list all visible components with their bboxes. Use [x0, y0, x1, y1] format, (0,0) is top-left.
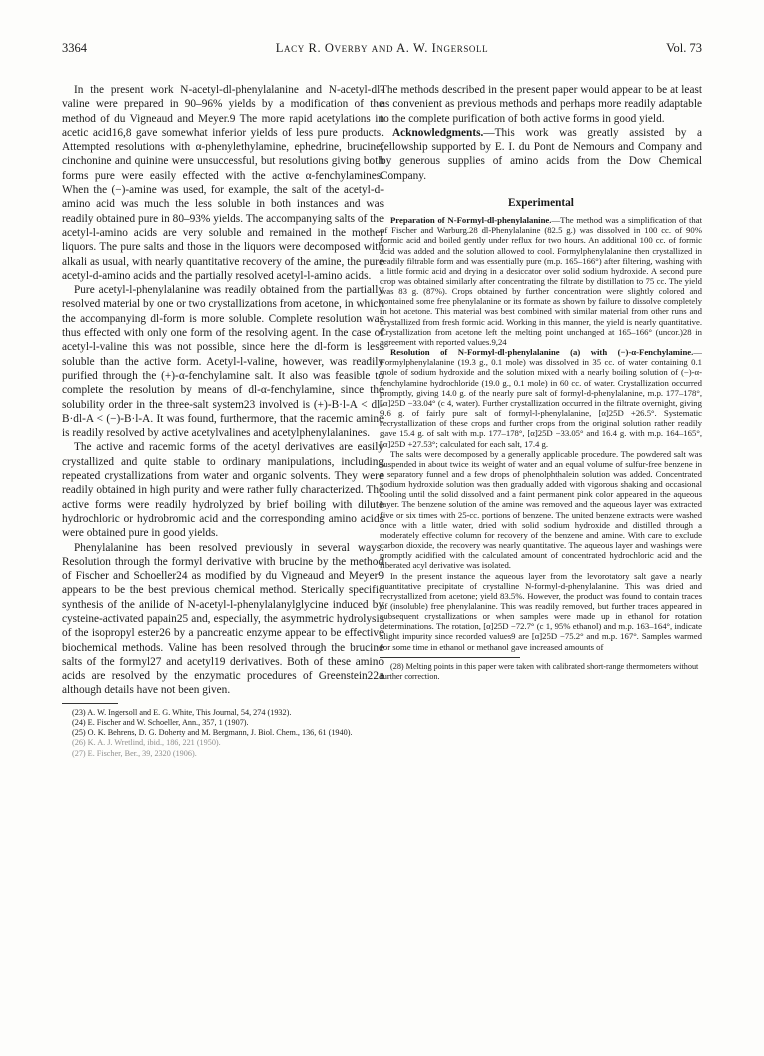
- footnote: (23) A. W. Ingersoll and E. G. White, This Journal, 54, 274 (1932).: [72, 707, 292, 717]
- footnote: (27) E. Fischer, Ber., 39, 2320 (1906).: [72, 748, 197, 758]
- body-paragraph: Pure acetyl-l-phenylalanine was readily obtained from the partially resolved material by one or two crystallizations from acetone, in which the accompanying dl-form is more soluble. Complete resolution was thus effected with only one form of the resolving agent. In the case of acetyl-l-valine this was not possible, since here the dl-form is less soluble than the active form. Acetyl-l-valine, however, was readily purified through the (+)-α-fenchylamine salt. It also was feasible to complete the resolution by means of dl-α-fenchylamine, since the solubility order in the three-salt system23 involved is (+)-B·l-A < dl-B·dl-A < (−)-B·l-A. It was found, furthermore, that the racemic amine is readily resolved by active acetylvalines and acetylphenylalanines.: [62, 284, 384, 440]
- experimental-paragraph: [380, 571, 702, 652]
- acknowledgments-paragraph: [380, 126, 702, 183]
- body-paragraph: The active and racemic forms of the acetyl derivatives are easily crystallized and quite stable to ordinary manipulations, including repeated crystallizations from water and organic solvents. They were readily obtained in high purity and were rather fully characterized. The active forms were readily hydrolyzed by brief boiling with dilute hydrochloric or hydrobromic acid and the corresponding amino acids were obtained pure in good yields.: [62, 441, 384, 540]
- body-paragraph: The methods described in the present paper would appear to be at least as convenient as previous methods and perhaps more readily adaptable to the complete purification of both active forms in good yield.: [380, 84, 702, 125]
- acknowledgments-heading: Acknowledgments.: [392, 126, 484, 139]
- paragraph-text: —Formylphenylalanine (19.3 g., 0.1 mole) was dissolved in 35 cc. of water containing 0.1 mole of sodium hydroxide and the solution mixed with a nearly boiling solution of (−)-α-fenchylamine hydrochloride (19.0 g., 0.1 mole) in 60 cc. of water. Crystallization occurred promptly, giving 14.0 g. of the nearly pure salt of formyl-d-phenylalanine, m.p. 177–178°, [α]25D −33.04° (c 4, water). Further crystallization occurred in the filtrate overnight, giving 9.6 g. of fairly pure salt of formyl-l-phenylalanine, [α]25D +26.5°. Systematic recrystallization of these crops and further crops from the original solution rather readily gave 15.4 g. of salt with m.p. 177–178°, [α]25D −33.05° and 16.4 g. with m.p. 164–165°, [α]25D +27.53°; calculated for each salt, 17.4 g.: [380, 347, 702, 449]
- left-column: [62, 83, 384, 1033]
- paragraph-lead: Preparation of N-Formyl-dl-phenylalanine.: [390, 215, 552, 226]
- experimental-paragraph: [380, 347, 702, 449]
- footnote-rule: [62, 703, 118, 704]
- running-authors: Lacy R. Overby and A. W. Ingersoll: [275, 41, 489, 55]
- footnote: (24) E. Fischer and W. Schoeller, Ann., 357, 1 (1907).: [72, 717, 249, 727]
- body-paragraph: Phenylalanine has been resolved previously in several ways. Resolution through the formyl derivative with brucine by the method of Fischer and Schoeller24 as modified by du Vigneaud and Meyer9 appears to be the best previous chemical method. Sterically specific synthesis of the anilide of N-acetyl-l-phenylalanylglycine induced by cysteine-activated papain25 and, especially, the asymmetric hydrolysis of the isopropyl ester26 by a pancreatic enzyme appear to be effective biochemical methods. Valine has been resolved through the brucine salts of the formyl27 and acetyl19 derivatives. Both of these amino acids are resolved by the enzymatic procedures of Greenstein22a although details have not been given.: [62, 541, 384, 697]
- footnote-rule: [380, 657, 520, 658]
- body-paragraph: In the present work N-acetyl-dl-phenylalanine and N-acetyl-dl-valine were prepared in 90–96% yields by a modification of the method of du Vigneaud and Meyer.9 The more rapid acetylations in acetic acid16,8 gave somewhat inferior yields of less pure products. Attempted resolutions with α-phenylethylamine, ephedrine, brucine, cinchonine and quinine were unsuccessful, but resolutions giving both forms pure were easily effected with the active α-fenchylamines. When the (−)-amine was used, for example, the salt of the acetyl-d-amino acid was much the less soluble in both instances and was readily obtained pure in 80–93% yields. The accompanying salts of the acetyl-l-amino acids are very soluble and remained in the mother liquors. The pure salts and those in the liquors were decomposed with alkali as usual, with nearly quantitative recovery of the amine, the pure acetyl-d-amino acids and the partially resolved acetyl-l-amino acids.: [62, 84, 384, 282]
- experimental-paragraph: [380, 449, 702, 571]
- paragraph-text: —The method was a simplification of that of Fischer and Warburg.28 dl-Phenylalanine (82.5 g.) was dissolved in 100 cc. of 90% formic acid and boiled gently under reflux for two hours. An additional 100 cc. of formic acid was added and the solution allowed to cool. Formylphenylalanine then crystallized in readily filtrable form and was essentially pure (m.p. 165–166°) after filtering, washing with a little formic acid and drying in a desiccator over solid sodium hydroxide. A second pure crop was obtained similarly after concentrating the filtrate by distillation to 75 cc. The yield was 83 g. (87%). Crops obtained by further concentration were slightly colored and contained some free phenylalanine or its formate as shown by failure to dissolve completely in hot acetone. This material was best combined with similar material from other runs and crystallized from fresh formic acid. Working in this manner, the yield is nearly quantitative. Crystallization from acetone left the melting point unchanged at 165–166° (uncor.)28 in agreement with reported values.9,24: [380, 215, 702, 347]
- section-heading: Experimental: [508, 197, 574, 210]
- right-column: [380, 83, 702, 1033]
- running-header: [62, 41, 702, 59]
- paragraph-lead: Resolution of N-Formyl-dl-phenylalanine (a) with (−)-α-Fenchylamine.: [390, 347, 694, 358]
- paragraph-text: The salts were decomposed by a generally applicable procedure. The powdered salt was suspended in about twice its weight of water and an equal volume of sulfur-free benzene in a separatory funnel and a few drops of phenolphthalein solution was added. Concentrated sodium hydroxide solution was then gradually added with vigorous shaking and occasional cooling until the solid dissolved and a faint permanent pink color appeared in the aqueous layer. The benzene solution of the amine was removed and the aqueous layer was extracted five or six times with 25-cc. portions of benzene. The united benzene extracts were washed once with a little water, dried with solid sodium hydroxide and distilled through a moderately effective column for recovery of the benzene and amine. With care to exclude carbon dioxide, the recovery was nearly quantitative. The aqueous layer and washings were promptly acidified with the calculated amount of concentrated hydrochloric acid and the liberated acyl derivative was isolated.: [380, 448, 702, 571]
- footnote: (28) Melting points in this paper were taken with calibrated short-range thermometers without further correction.: [380, 661, 699, 681]
- paragraph-text: In the present instance the aqueous layer from the levorotatory salt gave a nearly quantitative precipitate of crystalline N-formyl-d-phenylalanine. This was dried and recrystallized from acetone; yield 83.5%. However, the product was found to contain traces of (insoluble) free phenylalanine. This was readily removed, but further traces appeared in subsequent crystallizations or when samples were made up in ethanol for rotation determinations. The rotation, [α]25D −72.7° (c 1, 95% ethanol) and m.p. 163–164°, indicate slight impurity since recorded values9 are [α]25D −75.2° and m.p. 167°. Samples warmed for some time in ethanol or methanol gave increased amounts of: [380, 570, 702, 652]
- footnote: (25) O. K. Behrens, D. G. Doherty and M. Bergmann, J. Biol. Chem., 136, 61 (1940).: [72, 728, 353, 738]
- footnote: (26) K. A. J. Wretlind, ibid., 186, 221 (1950).: [72, 738, 221, 748]
- volume-label: Vol. 73: [666, 41, 702, 55]
- acknowledgments-text: —This work was greatly assisted by a fellowship supported by E. I. du Pont de Nemours and Company and by generous supplies of amino acids from the Dow Chemical Company.: [380, 126, 702, 182]
- experimental-paragraph: [380, 215, 702, 347]
- page-number: 3364: [62, 41, 87, 55]
